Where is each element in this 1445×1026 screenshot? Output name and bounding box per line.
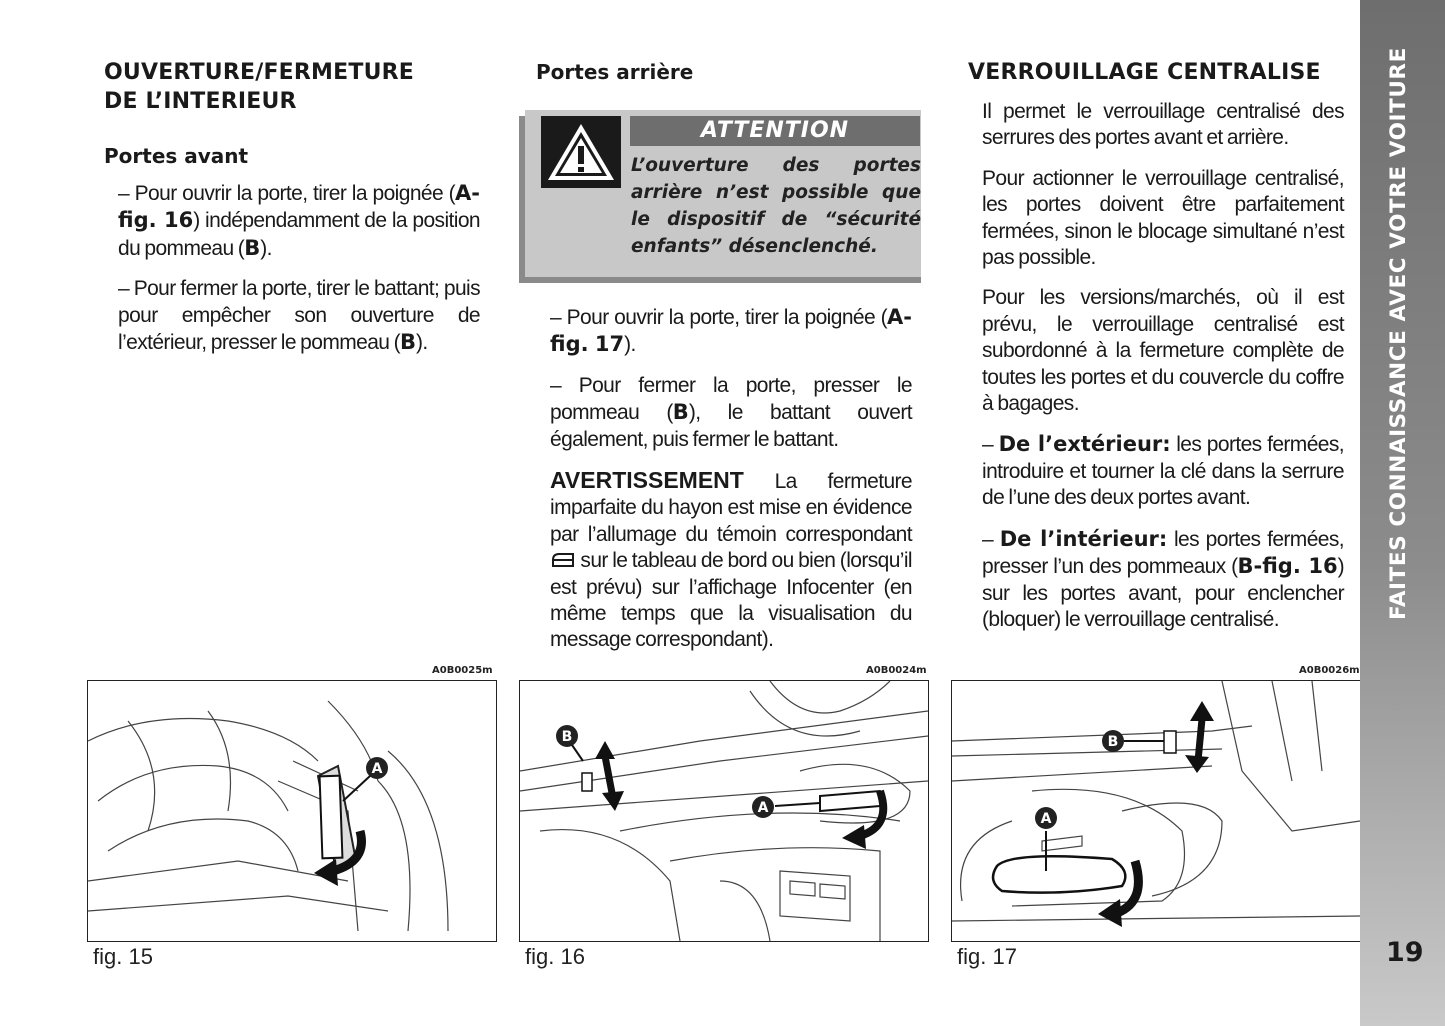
- chapter-title: FAITES CONNAISSANCE AVEC VOTRE VOITURE: [1386, 47, 1411, 620]
- column-1: [104, 58, 480, 370]
- column-2: [536, 58, 912, 86]
- callout-A: A: [1040, 811, 1052, 827]
- callout-A: A: [757, 800, 769, 816]
- section-heading-central-locking: VERROUILLAGE CENTRALISE: [968, 60, 1321, 85]
- paragraph-from-inside: – De l’intérieur: les portes fermées, presser l’un des pommeaux (B-fig. 16) sur les portes avant, pour enclencher (bloquer) le verrouillage centralisé.: [982, 526, 1344, 631]
- callout-B: B: [1107, 734, 1119, 750]
- paragraph-central-2: Pour actionner le verrouillage centralisé, les portes doivent être parfaitement fermées, sinon le blocage simultané n’est pas possible.: [982, 166, 1344, 270]
- figure-code-17: A0B0026m: [1299, 665, 1360, 676]
- paragraph-open-rear: – Pour ouvrir la porte, tirer la poignée (A-fig. 17).: [550, 305, 912, 357]
- paragraph-avertissement: AVERTISSEMENT La fermeture imparfaite du hayon est mise en évidence par l’allumage du témoin correspondant sur le tableau de bord ou bien (lorsqu’il est prévu) sur l’affichage Infocenter (en même temps que la visualisation du message correspondant).: [550, 467, 912, 652]
- heading-line-1: OUVERTURE/FERMETURE: [104, 60, 415, 85]
- attention-text: L’ouverture des portes arrière n’est possible que le dispositif de “sécurité enfants” désenclenché.: [631, 155, 921, 257]
- heading-line-2: DE L’INTERIEUR: [104, 89, 297, 114]
- figure-15: [87, 680, 497, 942]
- callout-B: B: [561, 729, 573, 745]
- hatch-open-warning-icon: [550, 551, 576, 569]
- figure-caption-17: fig. 17: [957, 944, 1017, 969]
- column-3: [968, 58, 1344, 647]
- subheading-portes-arriere: Portes arrière: [536, 60, 694, 84]
- front-door-illustration: [88, 681, 496, 941]
- front-door-panel-illustration: [520, 681, 928, 941]
- page-number: 19: [1386, 937, 1424, 968]
- figure-code-16: A0B0024m: [866, 665, 927, 676]
- paragraph-close-rear: – Pour fermer la porte, presser le pommeau (B), le battant ouvert également, puis fermer le battant.: [550, 373, 913, 451]
- callout-A: A: [371, 761, 383, 777]
- rear-door-panel-illustration: [952, 681, 1360, 941]
- paragraph-close-front: – Pour fermer la porte, tirer le battant; puis pour empêcher son ouverture de l’extérieur, presser le pommeau (B).: [118, 277, 480, 355]
- column-2-body: [536, 304, 912, 668]
- figure-caption-15: fig. 15: [93, 944, 153, 969]
- attention-box: [519, 110, 921, 283]
- subheading-portes-avant: Portes avant: [104, 144, 249, 168]
- avertissement-label: AVERTISSEMENT: [550, 467, 744, 494]
- paragraph-from-outside: – De l’extérieur: les portes fermées, introduire et tourner la clé dans la serrure de l’une des deux portes avant.: [982, 432, 1344, 510]
- figure-code-15: A0B0025m: [432, 665, 493, 676]
- paragraph-central-1: Il permet le verrouillage centralisé des serrures des portes avant et arrière.: [982, 100, 1344, 150]
- section-heading-interior: [104, 58, 480, 116]
- paragraph-open-front: – Pour ouvrir la porte, tirer la poignée (A-fig. 16) indépendamment de la position du pommeau (B).: [118, 181, 480, 260]
- paragraph-central-3: Pour les versions/marchés, où il est prévu, le verrouillage centralisé est subordonné à la fermeture complète de toutes les portes et du couvercle du coffre à bagages.: [982, 286, 1344, 416]
- figure-16: [519, 680, 929, 942]
- figure-caption-16: fig. 16: [525, 944, 585, 969]
- attention-title: ATTENTION: [630, 116, 920, 146]
- figure-17: [951, 680, 1361, 942]
